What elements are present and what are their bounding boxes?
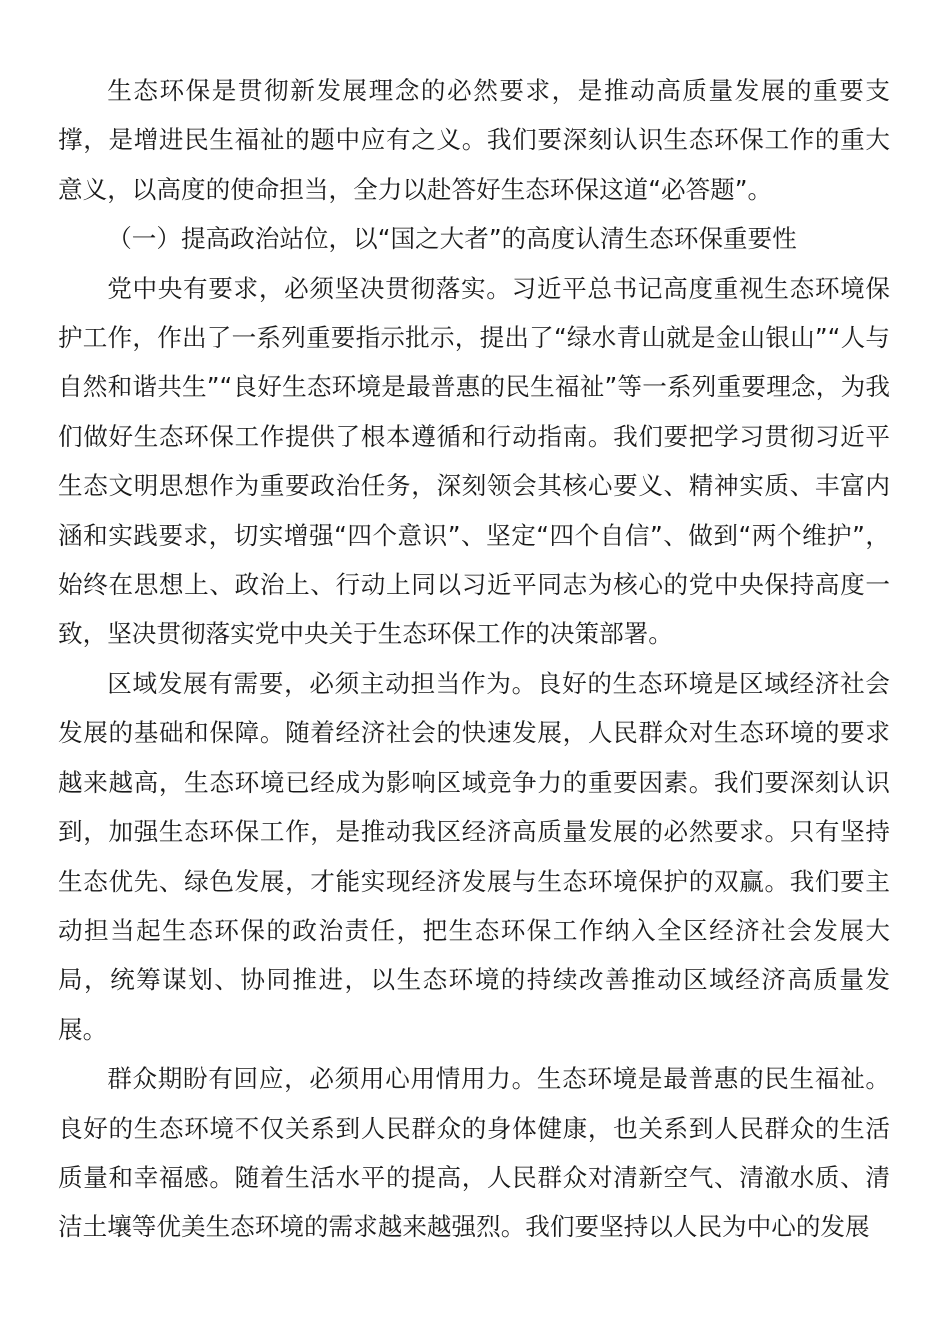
paragraph-public-expectation: 群众期盼有回应，必须用心用情用力。生态环境是最普惠的民生福祉。良好的生态环境不仅关系到人民群众的身体健康，也关系到人民群众的生活质量和幸福感。随着生活水平的提高，人民群众对清新空气、清澈水质、清洁土壤等优美生态环境的需求越来越强烈。我们要坚持以人民为中心的发展 bbox=[58, 1064, 890, 1242]
paragraph-central-requirement: 党中央有要求，必须坚决贯彻落实。习近平总书记高度重视生态环境保护工作，作出了一系列重要指示批示，提出了“绿水青山就是金山银山”“人与自然和谐共生”“良好生态环境是最普惠的民生福祉”等一系列重要理念，为我们做好生态环保工作提供了根本遵循和行动指南。我们要把学习贯彻习近平生态文明思想作为重要政治任务，深刻领会其核心要义、精神实质、丰富内涵和实践要求，切实增强“四个意识”、坚定“四个自信”、做到“两个维护”，始终在思想上、政治上、行动上同以习近平同志为核心的党中央保持高度一致，坚决贯彻落实党中央关于生态环保工作的决策部署。 bbox=[58, 273, 890, 649]
section-heading: （一）提高政治站位，以“国之大者”的高度认清生态环保重要性 bbox=[107, 224, 797, 254]
document-page bbox=[58, 66, 890, 1252]
paragraph-regional-development: 区域发展有需要，必须主动担当作为。良好的生态环境是区域经济社会发展的基础和保障。随着经济社会的快速发展，人民群众对生态环境的要求越来越高，生态环境已经成为影响区域竞争力的重要因素。我们要深刻认识到，加强生态环保工作，是推动我区经济高质量发展的必然要求。只有坚持生态优先、绿色发展，才能实现经济发展与生态环境保护的双赢。我们要主动担当起生态环保的政治责任，把生态环保工作纳入全区经济社会发展大局，统筹谋划、协同推进，以生态环境的持续改善推动区域经济高质量发展。 bbox=[58, 668, 890, 1044]
paragraph-intro: 生态环保是贯彻新发展理念的必然要求，是推动高质量发展的重要支撑，是增进民生福祉的题中应有之义。我们要深刻认识生态环保工作的重大意义，以高度的使命担当，全力以赴答好生态环保这道“必答题”。 bbox=[58, 76, 890, 204]
